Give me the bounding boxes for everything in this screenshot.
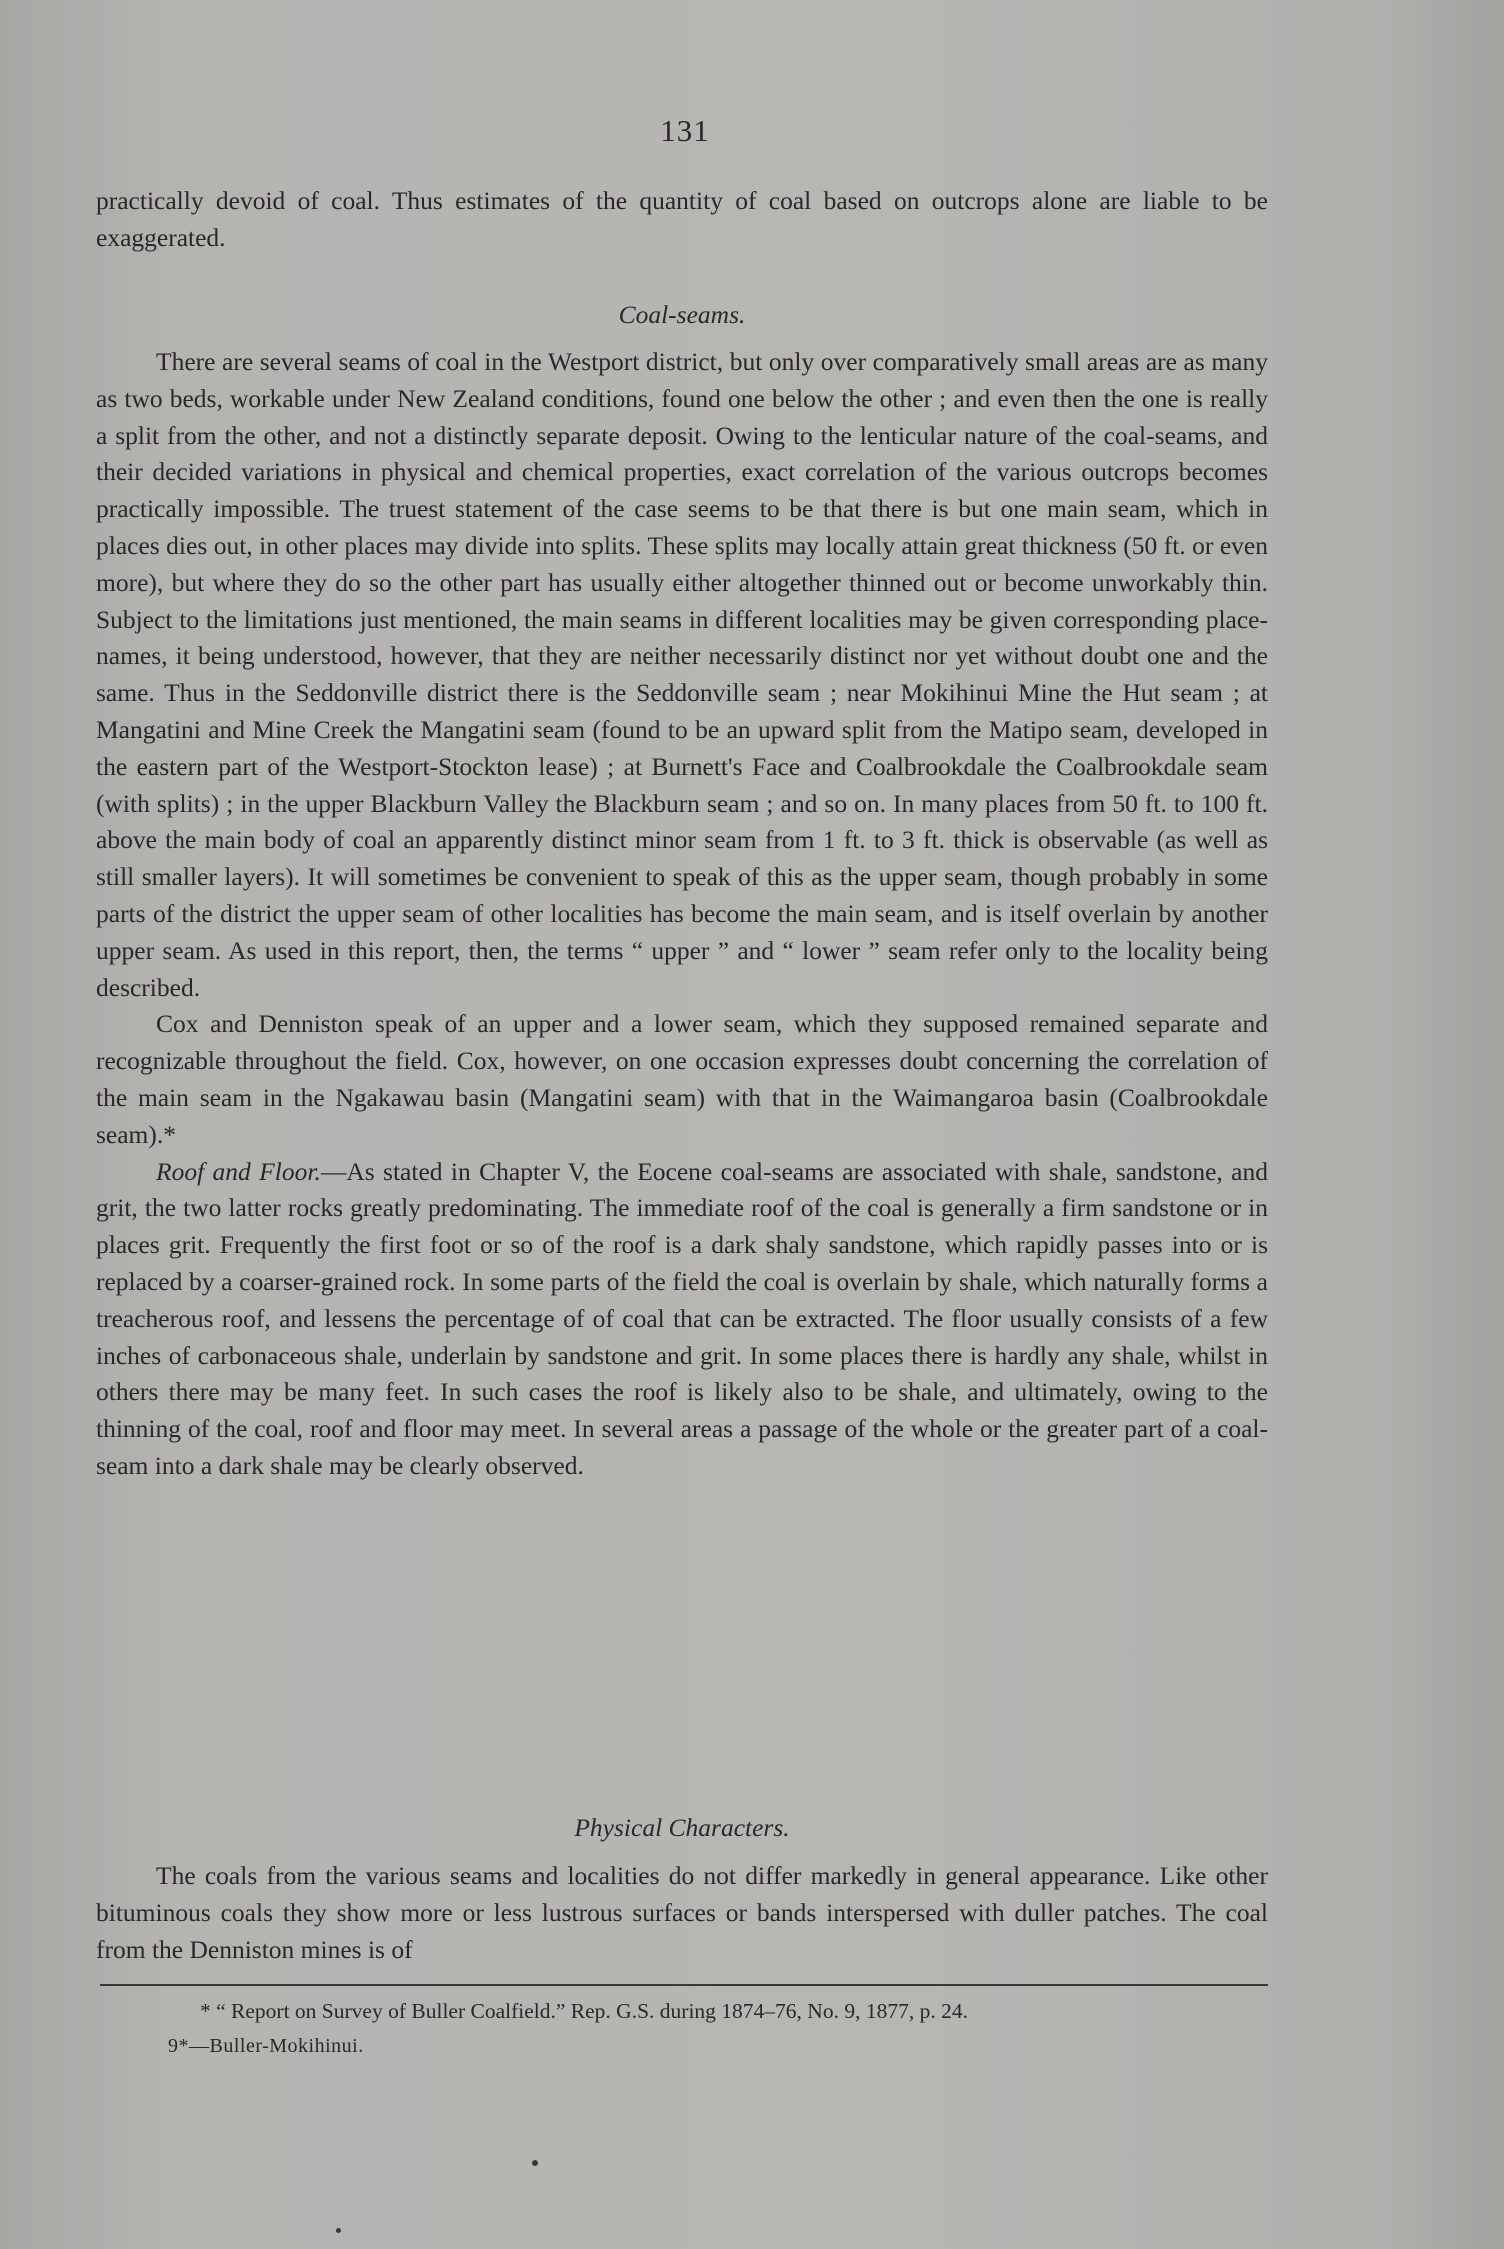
roof-and-floor-paragraph	[96, 1154, 1268, 1485]
coal-seams-paragraph-2: Cox and Denniston speak of an upper and a lower seam, which they supposed remained separate and recognizable throughout the field. Cox, however, on one occasion expresses doubt concerning the correlation of the main seam in the Ngakawau basin (Mangatini seam) with that in the Waimangaroa basin (Coalbrookdale seam).*	[96, 1009, 1268, 1149]
section-heading-physical-characters: Physical Characters.	[574, 1813, 790, 1842]
page-number: 131	[660, 113, 710, 148]
roof-and-floor-body: —As stated in Chapter V, the Eocene coal-seams are associated with shale, sandstone, and grit, the two latter rocks greatly predominating. The immediate roof of the coal is generally a firm sandstone or in places grit. Frequently the first foot or so of the roof is a dark shaly sandstone, which rapidly passes into or is replaced by a coarser-grained rock. In some parts of the field the coal is overlain by shale, which naturally forms a treacherous roof, and lessens the percentage of of coal that can be extracted. The floor usually consists of a few inches of carbonaceous shale, underlain by sandstone and grit. In some places there is hardly any shale, whilst in others there may be many feet. In such cases the roof is likely also to be shale, and ultimately, owing to the thinning of the coal, roof and floor may meet. In several areas a passage of the whole or the greater part of a coal-seam into a dark shale may be clearly observed.	[96, 1156, 1269, 1480]
intro-text: practically devoid of coal. Thus estimates of the quantity of coal based on outcrops alone are liable to be exaggerated.	[96, 186, 1268, 252]
section-heading-coal-seams: Coal-seams.	[618, 300, 746, 329]
footnote-divider	[100, 1984, 1268, 1986]
ink-speck	[336, 2228, 341, 2233]
footnote: * “ Report on Survey of Buller Coalfield.” Rep. G.S. during 1874–76, No. 9, 1877, p. 24.	[200, 1999, 968, 2023]
physical-paragraph-1: The coals from the various seams and localities do not differ markedly in general appearance. Like other bituminous coals they show more or less lustrous surfaces or bands interspersed with duller patches. The coal from the Denniston mines is of	[96, 1861, 1268, 1964]
coal-seams-paragraph-1: There are several seams of coal in the Westport district, but only over comparatively small areas are as many as two beds, workable under New Zealand conditions, found one below the other ; and even then the one is really a split from the other, and not a distinctly separate deposit. Owing to the lenticular nature of the coal-seams, and their decided variations in physical and chemical properties, exact correlation of the various outcrops becomes practically impossible. The truest statement of the case seems to be that there is but one main seam, which in places dies out, in other places may divide into splits. These splits may locally attain great thickness (50 ft. or even more), but where they do so the other part has usually either altogether thinned out or become unworkably thin. Subject to the limitations just mentioned, the main seams in different localities may be given corresponding place-names, it being understood, however, that they are neither necessarily distinct nor yet without doubt one and the same. Thus in the Seddonville district there is the Seddonville seam ; near Mokihinui Mine the Hut seam ; at Mangatini and Mine Creek the Mangatini seam (found to be an upward split from the Matipo seam, developed in the eastern part of the Westport-Stockton lease) ; at Burnett's Face and Coalbrookdale the Coalbrookdale seam (with splits) ; in the upper Blackburn Valley the Blackburn seam ; and so on. In many places from 50 ft. to 100 ft. above the main body of coal an apparently distinct minor seam from 1 ft. to 3 ft. thick is observable (as well as still smaller layers). It will sometimes be convenient to speak of this as the upper seam, though probably in some parts of the district the upper seam of other localities has become the main seam, and is itself overlain by another upper seam. As used in this report, then, the terms “ upper ” and “ lower ” seam refer only to the locality being described.	[96, 347, 1268, 1002]
physical-section-body	[96, 1858, 1268, 1968]
ink-speck	[532, 2160, 538, 2166]
signature-mark: 9*—Buller-Mokihinui.	[168, 2035, 364, 2057]
intro-paragraph	[96, 183, 1268, 257]
roof-and-floor-lead: Roof and Floor.	[156, 1156, 321, 1186]
coal-seams-section-body	[96, 344, 1268, 1485]
